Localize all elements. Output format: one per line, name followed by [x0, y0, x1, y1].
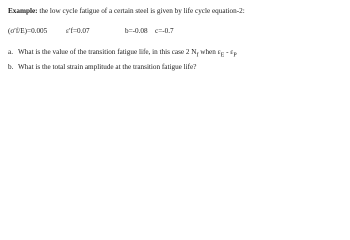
- question-b: [8, 63, 196, 72]
- example-line: [8, 7, 245, 16]
- question-a-text: What is the value of the transition fatigue life, in this case 2 N: [18, 48, 197, 56]
- question-a-text3: - ε: [224, 48, 234, 56]
- question-a: [8, 48, 237, 60]
- example-text: the low cycle fatigue of a certain steel is given by life cycle equation-2:: [37, 7, 245, 15]
- question-b-marker: b.: [8, 63, 14, 71]
- question-a-sub-p: P: [233, 52, 237, 59]
- param-sigma-f-over-e: (σ′f/E)=0.005: [8, 27, 48, 35]
- question-a-sub-f: f: [196, 52, 199, 59]
- question-a-marker: a.: [8, 48, 13, 56]
- param-epsilon-f: ε′f=0.07: [66, 27, 90, 35]
- param-b: b=-0.08: [125, 27, 148, 35]
- param-c: c=-0.7: [155, 27, 174, 35]
- page: [0, 0, 350, 83]
- example-label: Example:: [8, 7, 38, 15]
- question-a-text2: when ε: [198, 48, 221, 56]
- question-a-sub-e: E: [220, 52, 225, 59]
- question-b-text: What is the total strain amplitude at the transition fatigue life?: [18, 63, 197, 71]
